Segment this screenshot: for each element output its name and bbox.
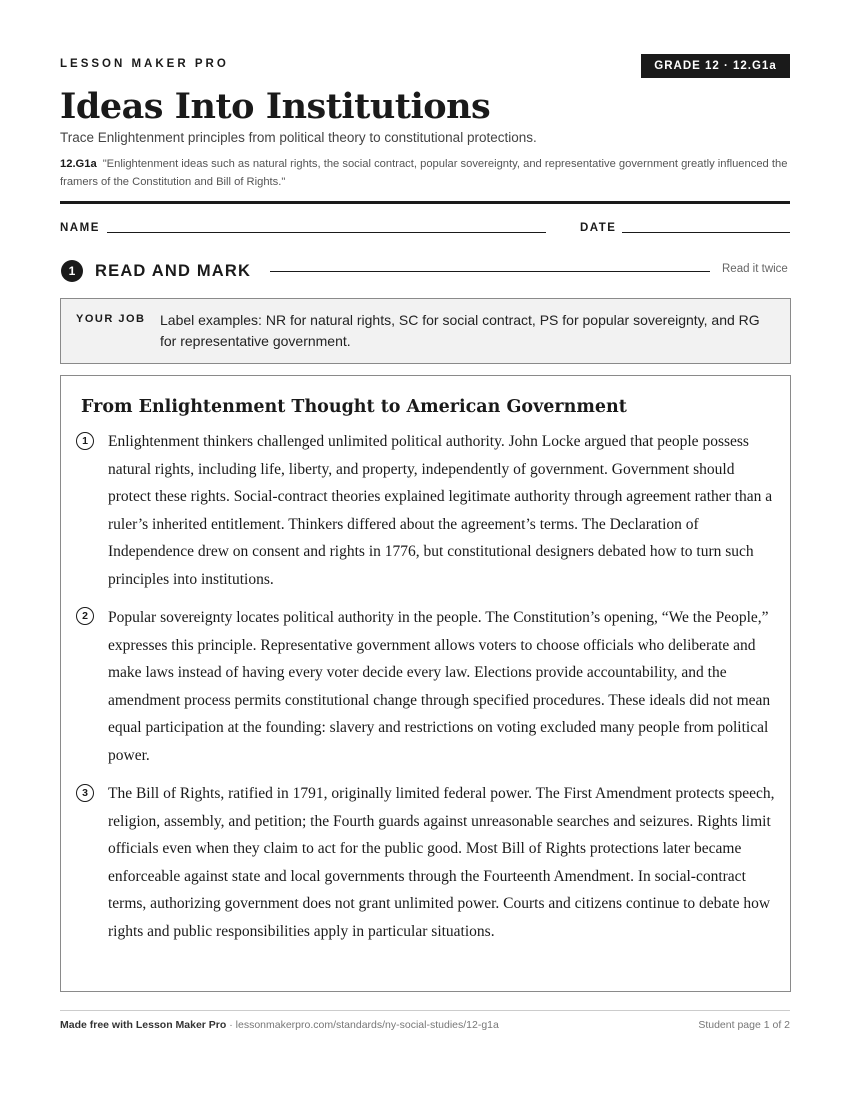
your-job-box xyxy=(60,298,791,364)
standard-code: 12.G1a xyxy=(60,158,97,170)
paragraph-2: Popular sovereignty locates political authority in the people. The Constitution’s opening, “We the People,” expresses this principle. Representative government allows voters to choose officials who deliberate and make laws instead of having every voter decide every law. Elections provide accountability, and the amendment process permits constitutional change through specified procedures. These ideals did not mean equal participation at the founding: slavery and restrictions on voting excluded many people from political power. xyxy=(108,609,771,764)
grade-badge: GRADE 12 · 12.G1a xyxy=(641,54,790,78)
section-divider xyxy=(270,271,710,272)
reading-title: From Enlightenment Thought to American Government xyxy=(81,397,627,417)
page-subtitle: Trace Enlightenment principles from political theory to constitutional protections. xyxy=(60,130,537,145)
footer-url[interactable]: · lessonmakerpro.com/standards/ny-social-studies/12-g1a xyxy=(229,1019,499,1031)
paragraph-1: Enlightenment thinkers challenged unlimited political authority. John Locke argued that people possess natural rights, including life, liberty, and property, independently of government. Government should protect these rights. Social-contract theories explained legitimate authority through agreement rather than a ruler’s inherited entitlement. Thinkers differed about the agreement’s terms. The Declaration of Independence drew on consent and rights in 1776, but constitutional designers debated how to turn such principles into institutions. xyxy=(108,433,773,588)
your-job-text: Label examples: NR for natural rights, SC for social contract, PS for popular sovereignty, and RG for representative government. xyxy=(160,312,760,349)
your-job-label: YOUR JOB xyxy=(76,313,146,325)
footer-divider xyxy=(60,1010,790,1011)
brand-name: LESSON MAKER PRO xyxy=(60,58,229,70)
paragraph-number-1: 1 xyxy=(76,432,94,450)
paragraph-number-2: 2 xyxy=(76,607,94,625)
footer-credit xyxy=(60,1019,499,1031)
reading-passage xyxy=(60,375,791,992)
section-number-badge: 1 xyxy=(61,260,83,282)
header-divider xyxy=(60,201,790,204)
name-field[interactable] xyxy=(107,232,546,233)
date-label: DATE xyxy=(580,222,617,234)
paragraph-3: The Bill of Rights, ratified in 1791, originally limited federal power. The First Amendment protects speech, religion, assembly, and petition; the Fourth guards against unreasonable searches and seizures. Rights limit officials even when they claim to act for the public good. Most Bill of Rights protections later became enforceable against state and local governments through the Fourteenth Amendment. In social-contract terms, authorizing government does not grant unlimited power. Courts and citizens continue to debate how rights and public responsibilities apply in particular situations. xyxy=(108,785,775,940)
footer-made-with: Made free with Lesson Maker Pro xyxy=(60,1019,227,1031)
section-title: READ AND MARK xyxy=(95,262,252,280)
date-field[interactable] xyxy=(622,232,790,233)
standard-text: "Enlightenment ideas such as natural rights, the social contract, popular sovereignty, and representative government greatly influenced the framers of the Constitution and Bill of Rights." xyxy=(60,158,788,188)
section-hint: Read it twice xyxy=(722,263,788,275)
name-label: NAME xyxy=(60,222,100,234)
footer-page-number: Student page 1 of 2 xyxy=(698,1019,790,1031)
page-title: Ideas Into Institutions xyxy=(60,86,491,127)
standard-statement xyxy=(60,156,790,191)
paragraph-number-3: 3 xyxy=(76,784,94,802)
